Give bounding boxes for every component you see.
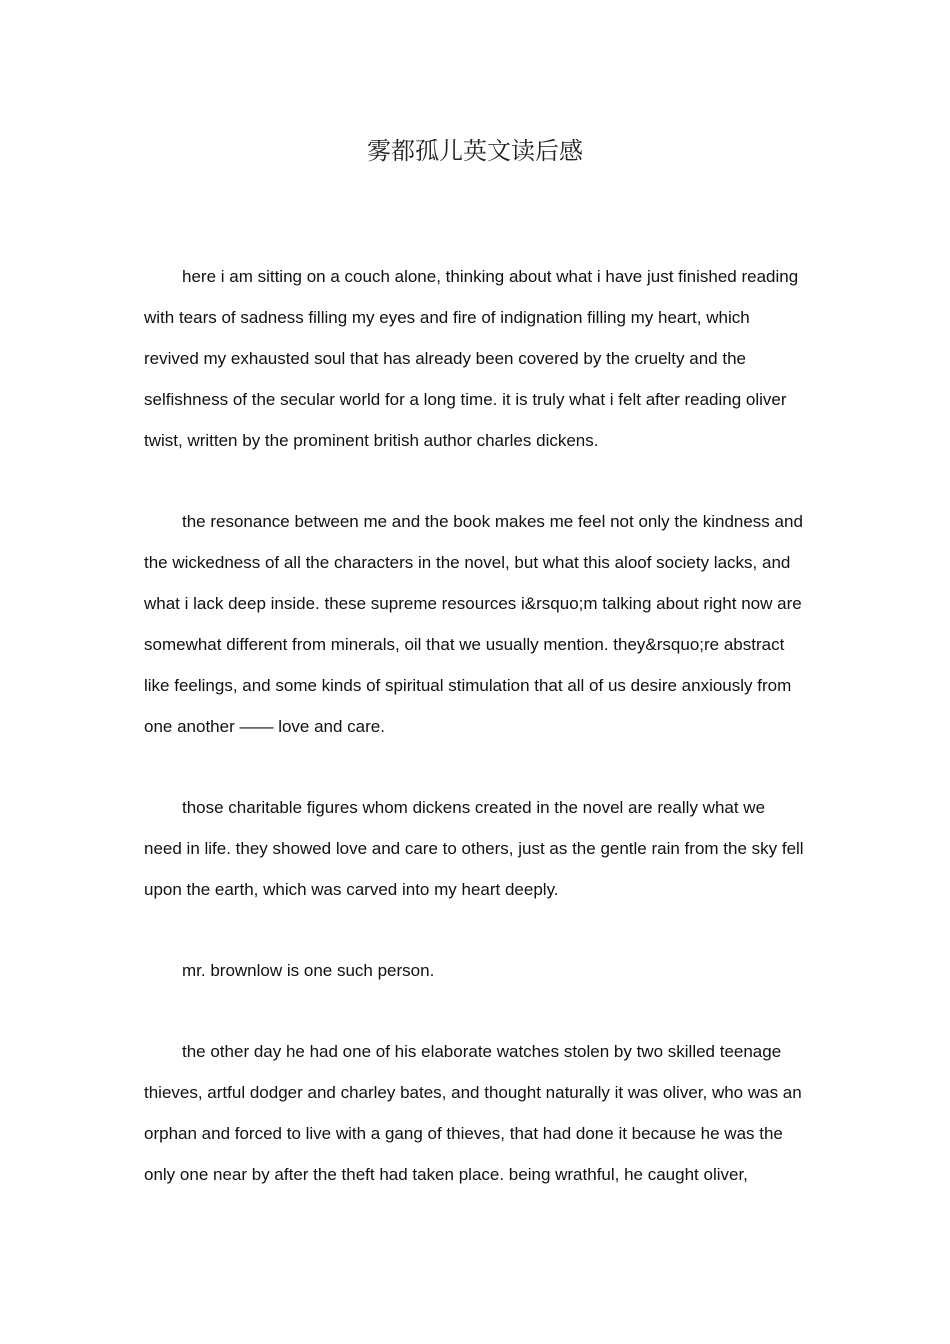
paragraph-1: here i am sitting on a couch alone, thinking about what i have just finished reading with tears of sadness filling my eyes and fire of indignation filling my heart, which revived my exhausted soul that has already been covered by the cruelty and the selfishness of the secular world for a long time. it is truly what i felt after reading oliver twist, written by the prominent british author charles dickens.	[144, 267, 799, 450]
paragraph-3: those charitable figures whom dickens created in the novel are really what we need in life. they showed love and care to others, just as the gentle rain from the sky fell upon the earth, which was carved into my heart deeply.	[144, 798, 804, 899]
page-title: 雾都孤儿英文读后感	[367, 137, 583, 165]
document-body	[144, 256, 806, 1235]
paragraph-2: the resonance between me and the book makes me feel not only the kindness and the wickedness of all the characters in the novel, but what this aloof society lacks, and what i lack deep inside. these supreme resources i&rsquo;m talking about right now are somewhat different from minerals, oil that we usually mention. they&rsquo;re abstract like feelings, and some kinds of spiritual stimulation that all of us desire anxiously from one another —— love and care.	[144, 512, 803, 736]
paragraph-5: the other day he had one of his elaborate watches stolen by two skilled teenage thieves, artful dodger and charley bates, and thought naturally it was oliver, who was an orphan and forced to live with a gang of thieves, that had done it because he was the only one near by after the theft had taken place. being wrathful, he caught oliver,	[144, 1042, 802, 1184]
paragraph-4: mr. brownlow is one such person.	[182, 961, 435, 980]
